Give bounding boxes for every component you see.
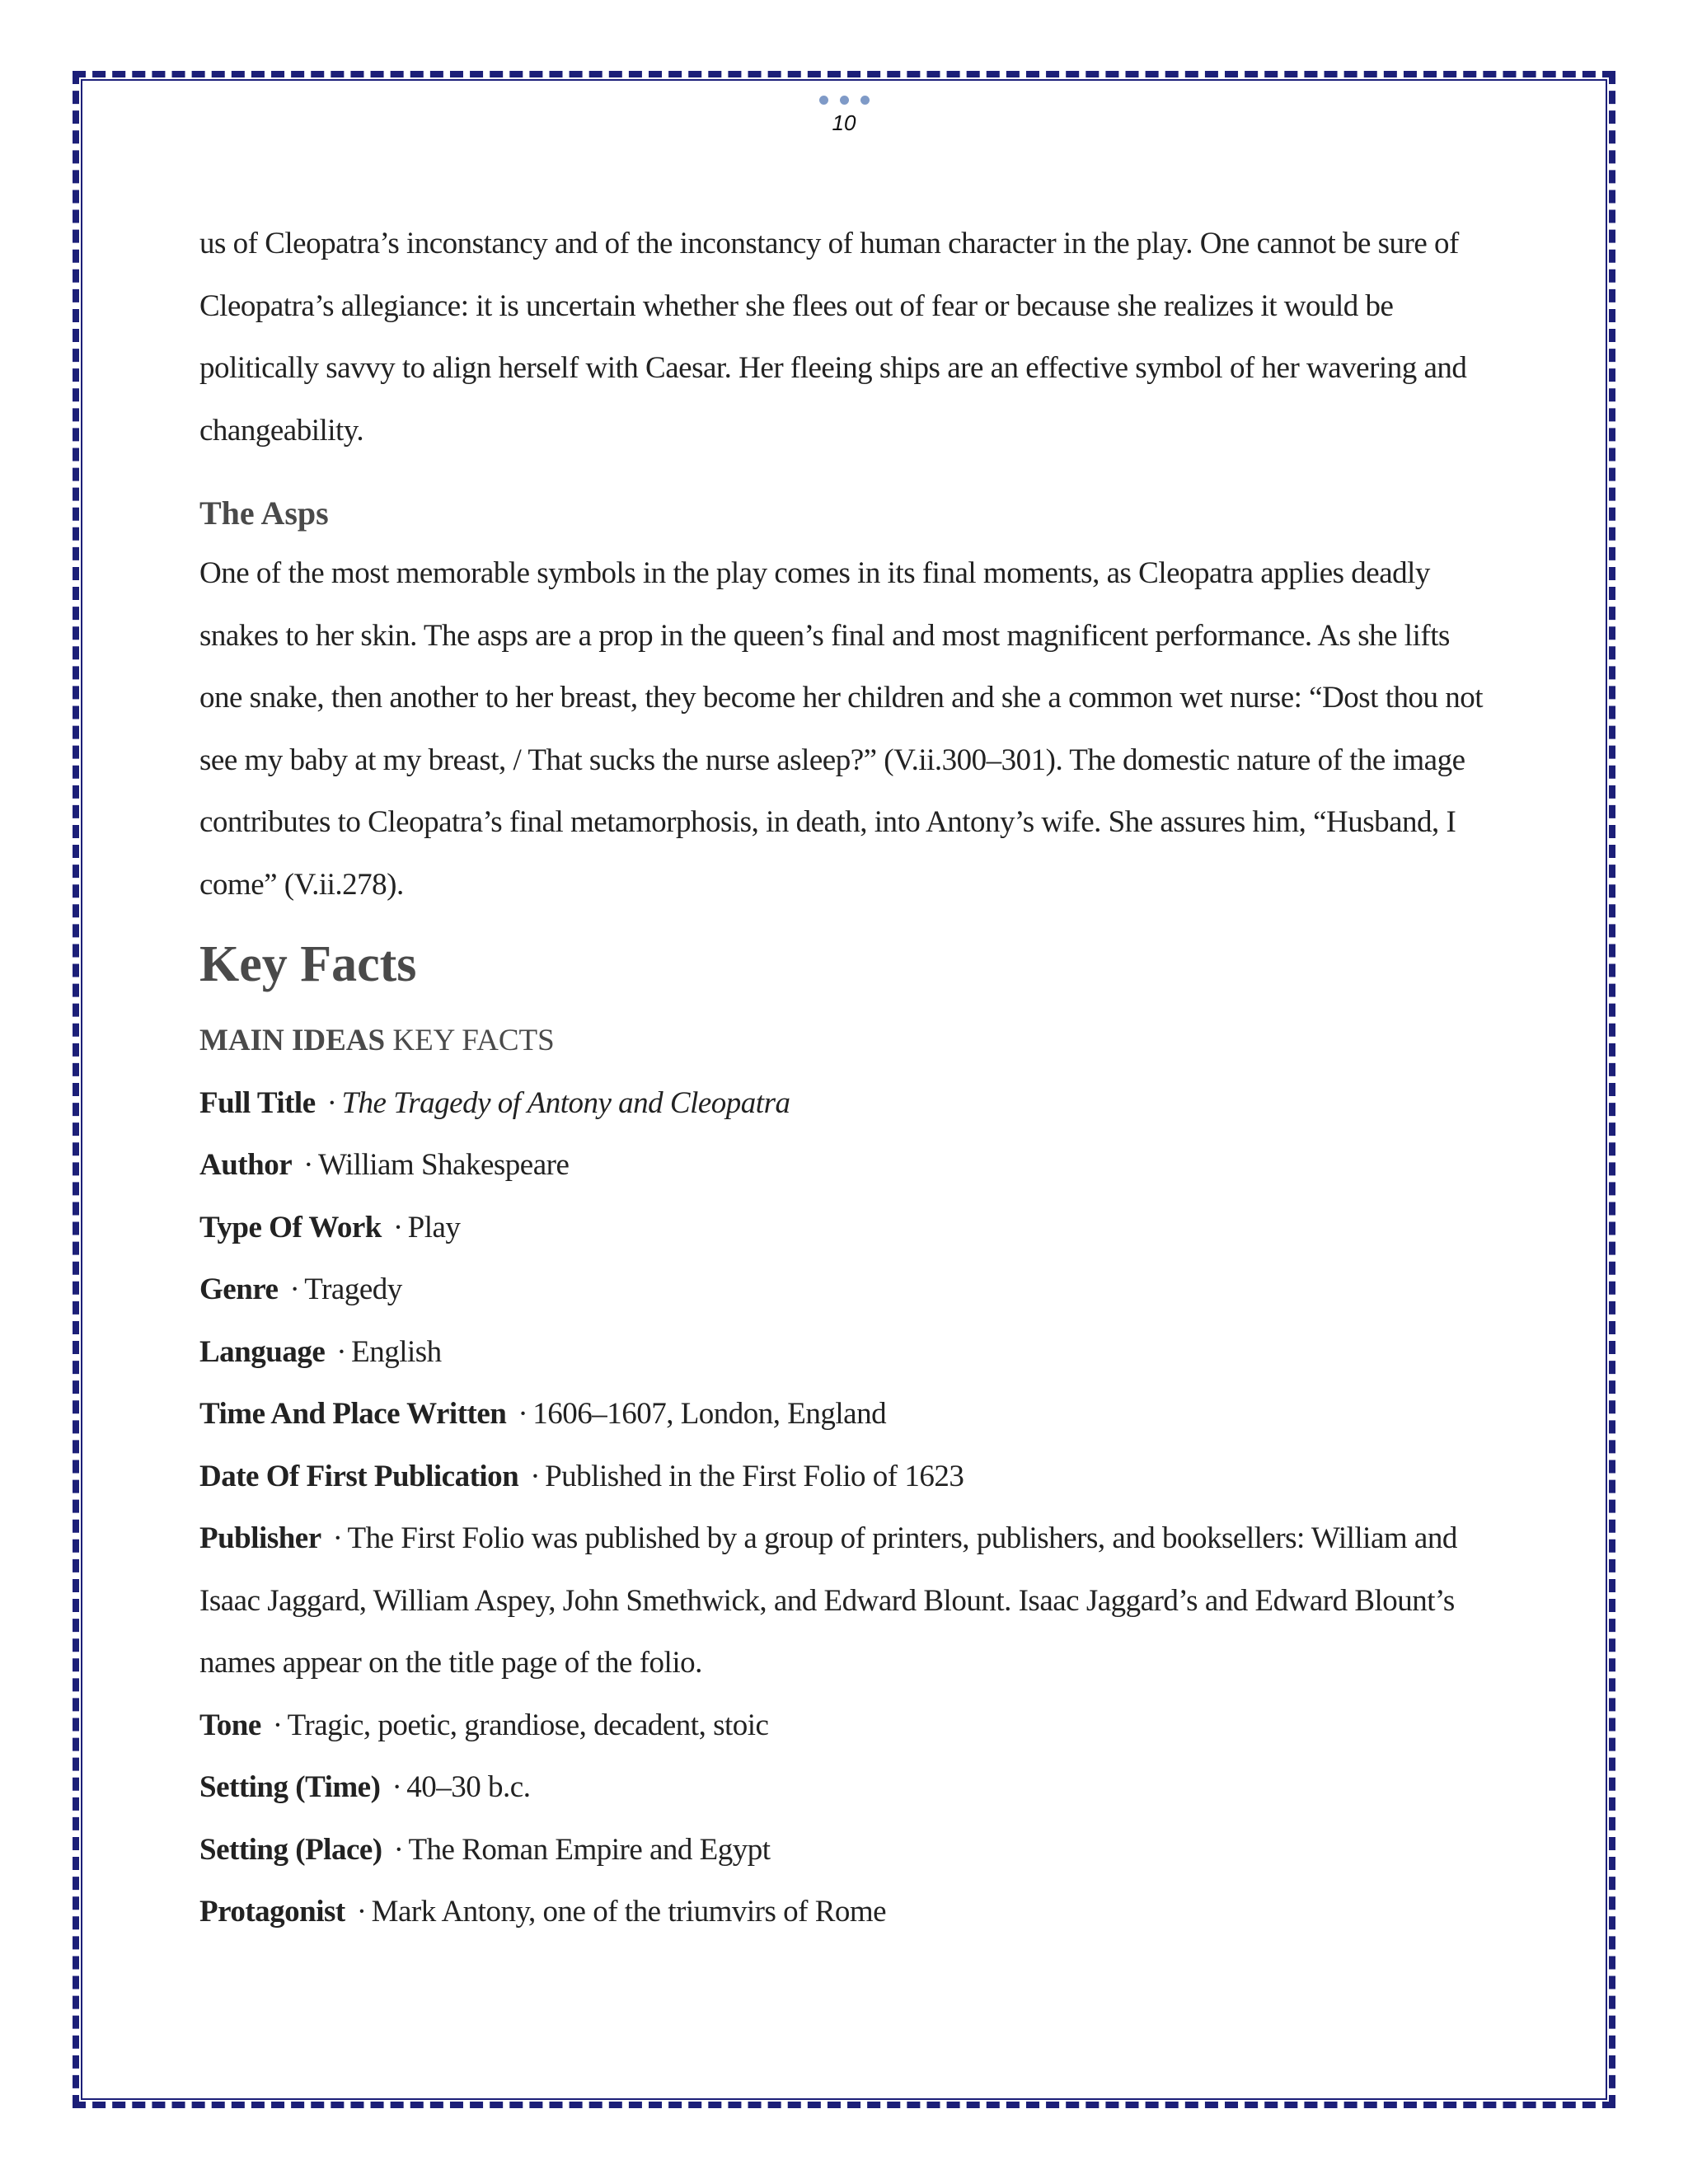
intro-paragraph: us of Cleopatra’s inconstancy and of the inconstancy of human character in the play. One cannot be sure of Cleopatra’s allegiance: it is uncertain whether she flees out of fear or because she realizes it would be politically savvy to align herself with Caesar. Her fleeing ships are an effective symbol of her wavering and changeability. [199, 227, 1467, 448]
fact-label: Setting (Place) [199, 1832, 382, 1867]
fact-publisher [199, 1507, 1485, 1694]
key-facts-heading: Key Facts [199, 936, 417, 992]
fact-separator: · [518, 1397, 528, 1431]
fact-separator: · [356, 1895, 367, 1929]
fact-value: The Roman Empire and Egypt [408, 1832, 771, 1867]
ornament-dot [819, 96, 828, 105]
fact-value: English [351, 1334, 442, 1369]
main-ideas-label: MAIN IDEAS [199, 1024, 386, 1057]
fact-author [199, 1134, 1485, 1197]
fact-value: Play [407, 1210, 461, 1244]
asps-heading: The Asps [199, 494, 329, 532]
fact-time-and-place-written [199, 1383, 1485, 1446]
page-dots-ornament [0, 94, 1688, 109]
fact-separator: · [392, 1770, 402, 1804]
key-facts-list [199, 1072, 1485, 1943]
fact-setting-place [199, 1819, 1485, 1882]
fact-label: Date Of First Publication [199, 1459, 519, 1493]
ornament-dot [860, 96, 870, 105]
fact-separator: · [272, 1708, 283, 1742]
fact-separator: · [332, 1521, 343, 1555]
fact-value: Tragedy [304, 1272, 402, 1306]
fact-label: Type Of Work [199, 1210, 382, 1244]
fact-label: Publisher [199, 1521, 321, 1555]
main-ideas-line [199, 1010, 1485, 1072]
page-content [199, 213, 1485, 1943]
fact-label: Author [199, 1148, 293, 1182]
fact-full-title [199, 1072, 1485, 1135]
fact-language [199, 1321, 1485, 1384]
fact-protagonist [199, 1881, 1485, 1943]
fact-separator: · [393, 1832, 404, 1867]
fact-value: William Shakespeare [317, 1148, 570, 1182]
fact-value: Mark Antony, one of the triumvirs of Rome [371, 1895, 887, 1929]
fact-separator: · [303, 1148, 313, 1182]
fact-value: Published in the First Folio of 1623 [545, 1459, 964, 1493]
fact-value: 1606–1607, London, England [532, 1397, 887, 1431]
fact-value: The First Folio was published by a group of printers, publishers, and booksellers: William and Isaac Jaggard, William Aspey, John Smethwick, and Edward Blount. Isaac Jaggard’s and Edward Blount’s names appear on the title page of the folio. [199, 1521, 1457, 1680]
fact-separator: · [336, 1334, 347, 1369]
fact-label: Time And Place Written [199, 1397, 507, 1431]
fact-label: Setting (Time) [199, 1770, 381, 1804]
fact-value: The Tragedy of Antony and Cleopatra [341, 1085, 790, 1120]
fact-setting-time [199, 1756, 1485, 1819]
fact-separator: · [392, 1210, 403, 1244]
fact-tone [199, 1694, 1485, 1757]
fact-label: Language [199, 1334, 326, 1369]
fact-value: 40–30 b.c. [406, 1770, 531, 1804]
fact-separator: · [289, 1272, 300, 1306]
fact-label: Tone [199, 1708, 261, 1742]
ornament-dot [840, 96, 849, 105]
fact-value: Tragic, poetic, grandiose, decadent, stoic [287, 1708, 769, 1742]
fact-separator: · [530, 1459, 541, 1493]
fact-date-of-first-publication [199, 1446, 1485, 1508]
fact-type-of-work [199, 1197, 1485, 1259]
key-facts-label: KEY FACTS [385, 1024, 555, 1057]
asps-paragraph: One of the most memorable symbols in the play comes in its final moments, as Cleopatra applies deadly snakes to her skin. The asps are a prop in the queen’s final and most magnificent performance. As she lifts one snake, then another to her breast, they become her children and she a common wet nurse: “Dost thou not see my baby at my breast, / That sucks the nurse asleep?” (V.ii.300–301). The domestic nature of the image contributes to Cleopatra’s final metamorphosis, in death, into Antony’s wife. She assures him, “Husband, I come” (V.ii.278). [199, 556, 1484, 902]
page-number: 10 [832, 110, 856, 135]
fact-label: Genre [199, 1272, 279, 1306]
fact-genre [199, 1258, 1485, 1321]
fact-label: Full Title [199, 1085, 316, 1120]
fact-label: Protagonist [199, 1895, 345, 1929]
fact-separator: · [326, 1085, 337, 1120]
